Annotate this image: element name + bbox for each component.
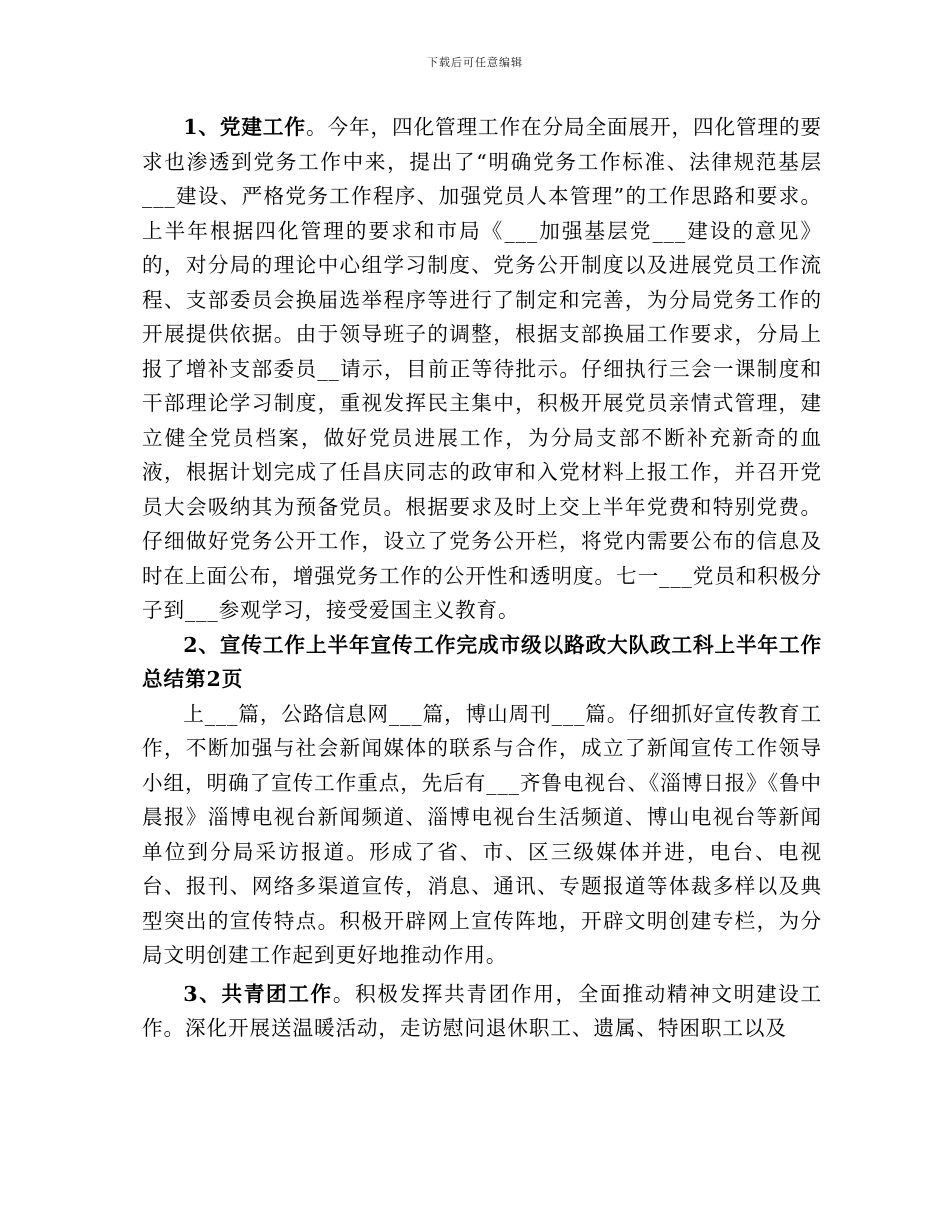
- page-header-note: 下载后可任意编辑: [427, 56, 523, 69]
- paragraph-party-building: [142, 110, 822, 628]
- section-title-party-building: 1、党建工作: [183, 115, 306, 139]
- section-body-publicity: 上___篇，公路信息网___篇，博山周刊___篇。仔细抓好宣传教育工作，不断加强与社会新闻媒体的联系与合作，成立了新闻宣传工作领导小组，明确了宣传工作重点，先后有___齐鲁电视台、《淄博日报》《鲁中晨报》淄博电视台新闻频道、淄博电视台生活频道、博山电视台等新闻单位到分局采访报道。形成了省、市、区三级媒体并进，电台、电视台、报刊、网络多渠道宣传，消息、通讯、专题报道等体裁多样以及典型突出的宣传特点。积极开辟网上宣传阵地，开辟文明创建专栏，为分局文明创建工作起到更好地推动作用。: [142, 701, 822, 967]
- section-body-youth-league: 。积极发挥共青团作用，全面推动精神文明建设工作。深化开展送温暖活动，走访慰问退休职工、遗属、特困职工以及: [142, 981, 822, 1040]
- section-title-publicity: 2、宣传工作上半年宣传工作完成市级以路政大队政工科上半年工作总结第2页: [142, 632, 822, 691]
- section-body-party-building: 。今年，四化管理工作在分局全面展开，四化管理的要求也渗透到党务工作中来，提出了“明确党务工作标准、法律规范基层___建设、严格党务工作程序、加强党员人本管理”的工作思路和要求。上半年根据四化管理的要求和市局《___加强基层党___建设的意见》的，对分局的理论中心组学习制度、党务公开制度以及进展党员工作流程、支部委员会换届选举程序等进行了制定和完善，为分局党务工作的开展提供依据。由于领导班子的调整，根据支部换届工作要求，分局上报了增补支部委员__请示，目前正等待批示。仔细执行三会一课制度和干部理论学习制度，重视发挥民主集中，积极开展党员亲情式管理，建立健全党员档案，做好党员进展工作，为分局支部不断补充新奇的血液，根据计划完成了任昌庆同志的政审和入党材料上报工作，并召开党员大会吸纳其为预备党员。根据要求及时上交上半年党费和特别党费。仔细做好党务公开工作，设立了党务公开栏，将党内需要公布的信息及时在上面公布，增强党务工作的公开性和透明度。七一___党员和积极分子到___参观学习，接受爱国主义教育。: [142, 115, 822, 622]
- section-title-youth-league: 3、共青团工作: [183, 981, 333, 1006]
- paragraph-youth-league: [142, 977, 822, 1046]
- document-body: [142, 110, 822, 1046]
